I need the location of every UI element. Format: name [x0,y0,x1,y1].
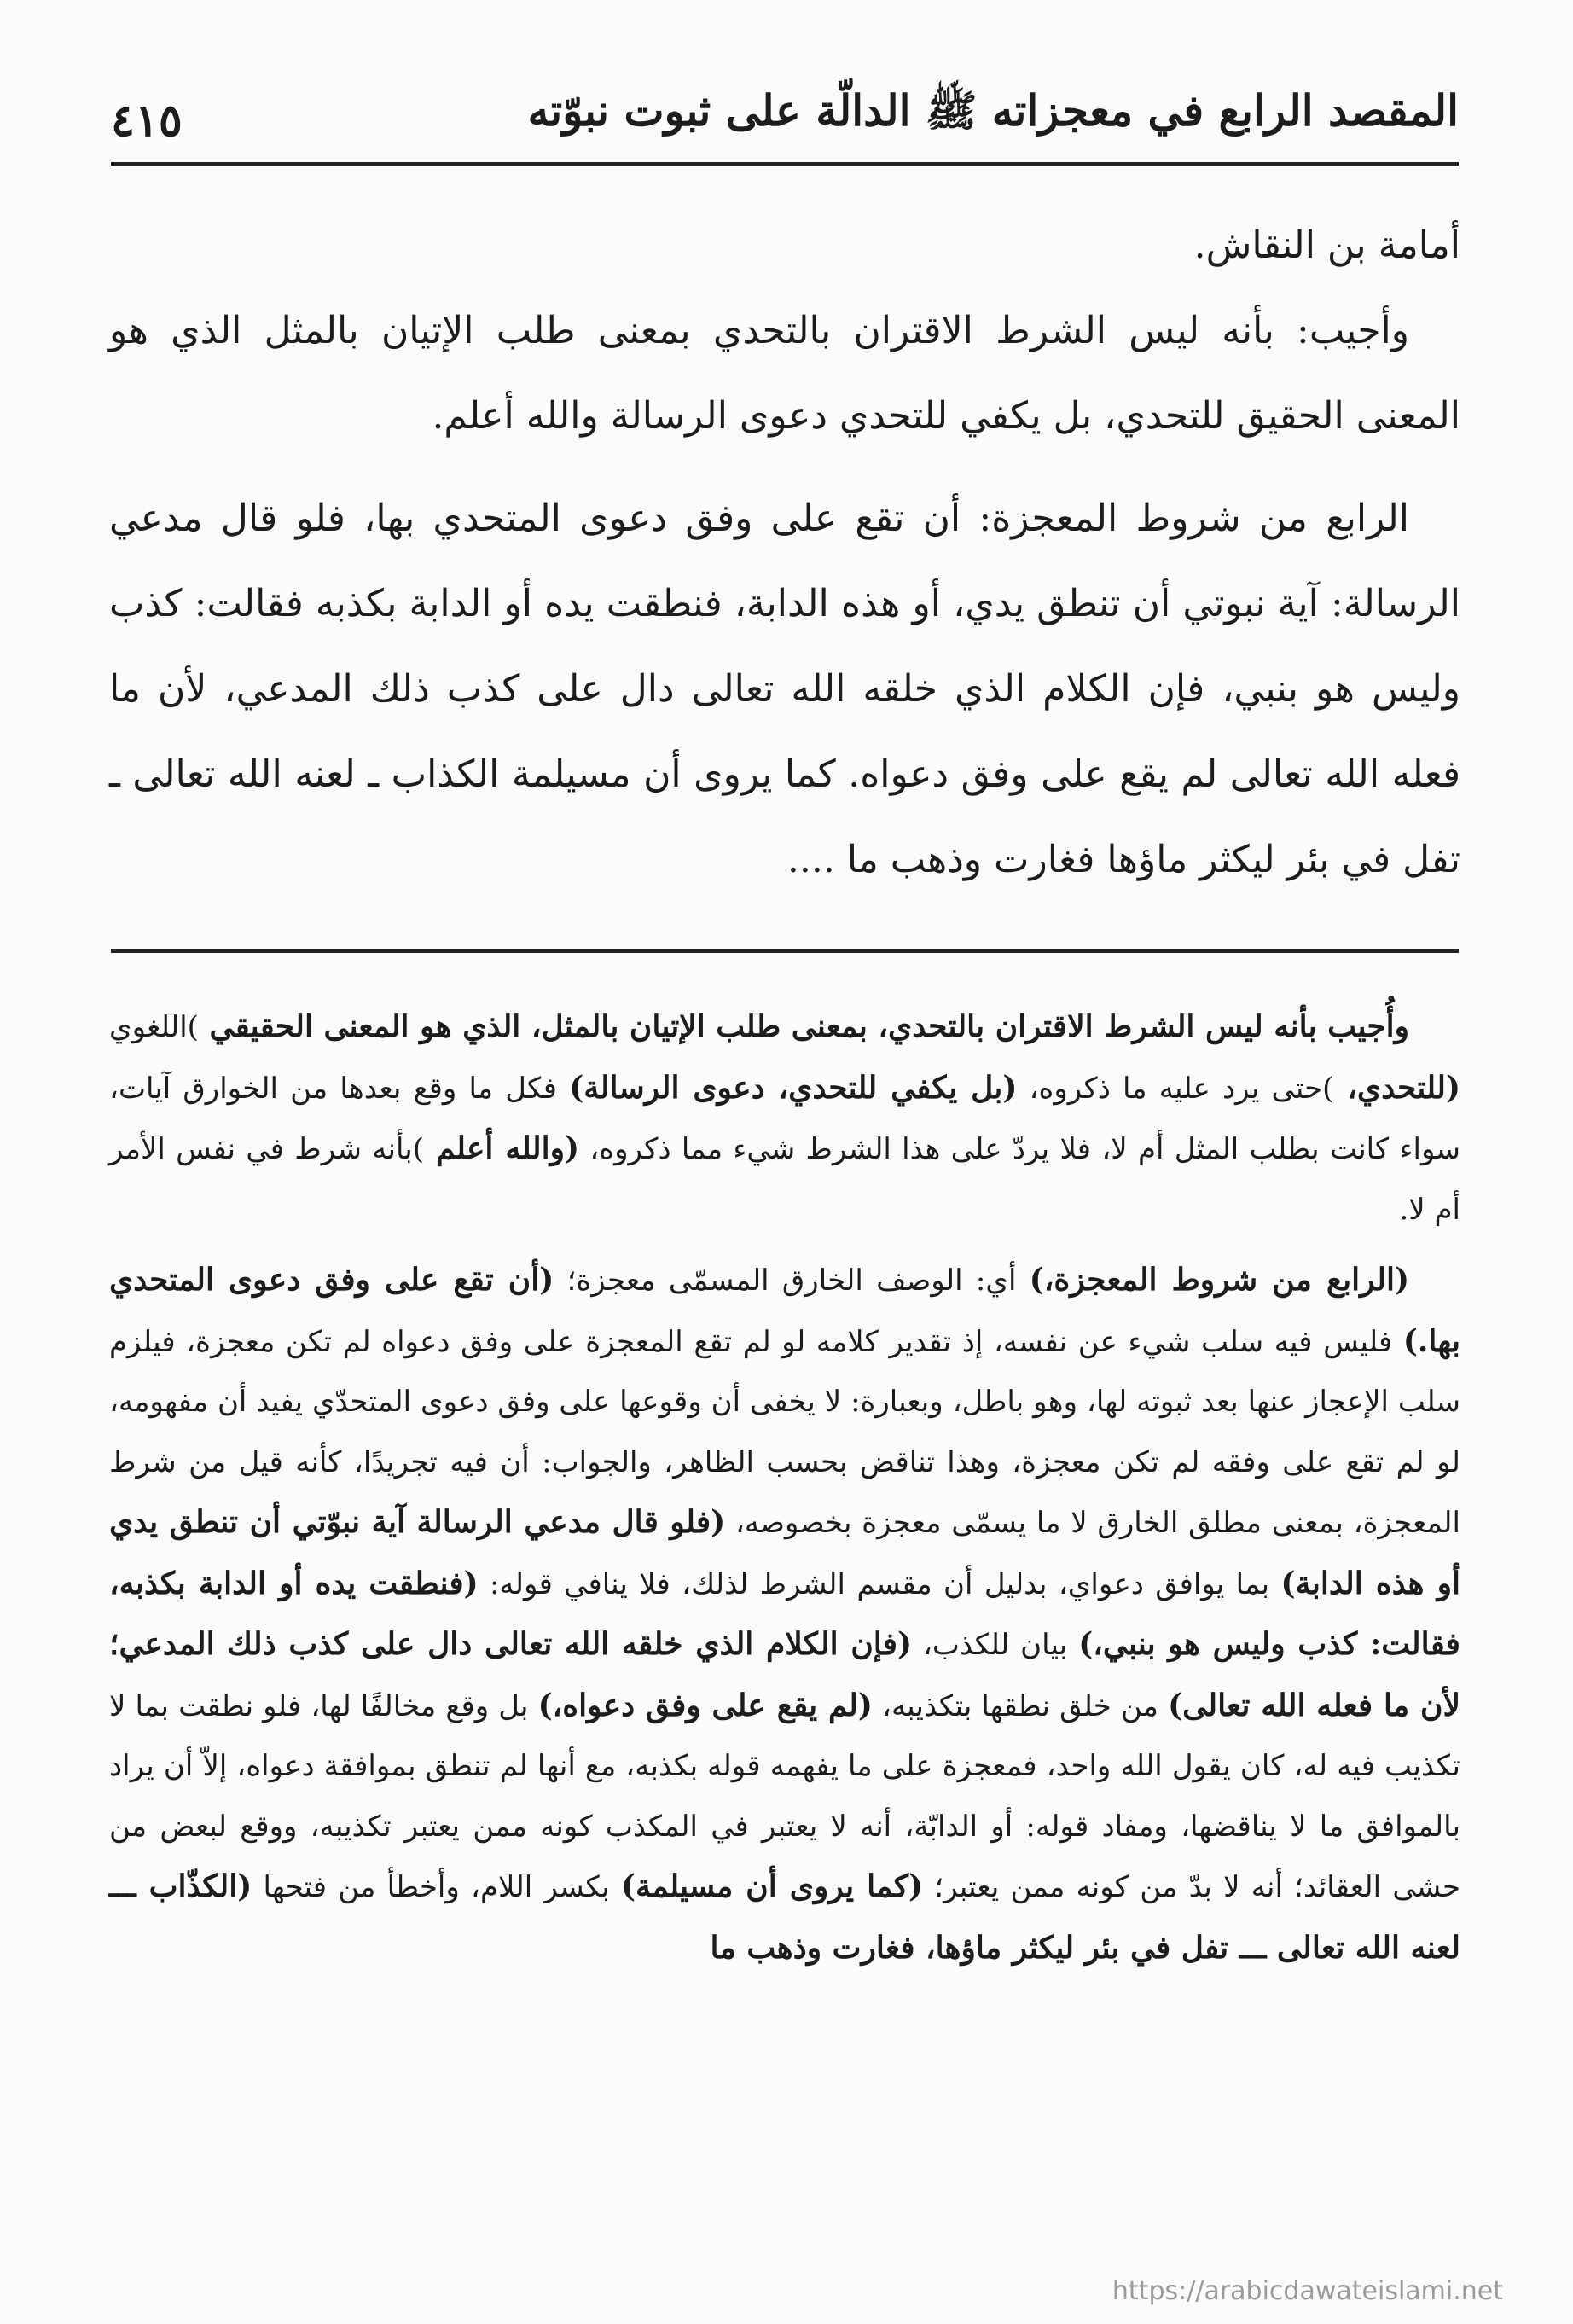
commentary-quoted-text: (للتحدي، [1333,1069,1460,1106]
commentary-quoted-text: (الرابع من شروط المعجزة،) [1029,1262,1409,1298]
main-text-continuation: أمامة بن النقاش. [1193,224,1460,267]
commentary-text [109,996,1460,1978]
commentary-quoted-text: (أن تقع على وفق دعوى المتحدي بها.) [109,1262,1460,1359]
paragraph-gap [109,459,1460,476]
commentary-explanation-text: بكسر اللام، وأخطأ من فتحها [252,1870,621,1904]
commentary-quoted-text: (بل يكفي للتحدي، دعوى الرسالة) [569,1069,1018,1106]
site-watermark: https://arabicdawateislami.net [1112,2276,1503,2306]
commentary-separator-rule [111,949,1459,953]
main-text-fourth-condition-paragraph: الرابع من شروط المعجزة: أن تقع على وفق دعوى المتحدي بها، فلو قال مدعي الرسالة: آية نبوتي أن تنطق يدي، أو هذه الدابة، فنطقت يده أو الدابة بكذبه فقالت: كذب وليس هو بنبي، فإن الكلام الذي خلقه الله تعالى دال على كذب ذلك المدعي، لأن ما فعله الله تعالى لم يقع على وفق دعواه. كما يروى أن مسيلمة الكذاب ـ لعنه الله تعالى ـ تفل في بئر ليكثر ماؤها فغارت وذهب ما .... [109,497,1460,881]
commentary-paragraph-fourth-condition [109,1250,1460,1978]
page-header [111,78,1459,147]
main-text-answer-paragraph: وأجيب: بأنه ليس الشرط الاقتران بالتحدي بمعنى طلب الإتيان بالمثل الذي هو المعنى الحقيق للتحدي، بل يكفي للتحدي دعوى الرسالة والله أعلم. [109,309,1460,438]
commentary-quoted-text: (كما يروى أن مسيلمة) [620,1868,924,1904]
commentary-explanation-text: فليس فيه سلب شيء عن نفسه، إذ تقدير كلامه لو لم تقع المعجزة على وفق دعواه لم تكن معجزة، فيلزم سلب الإعجاز عنها بعد ثبوته لها، وهو باطل، وبعبارة: لا يخفى أن وقوعها على وفق دعوى المتحدّي يفيد أن مفهومه، لو لم تقع على وفقه لم تكن معجزة، وهذا تناقض بحسب الظاهر، والجواب: أن فيه تجريدًا، كأنه قيل من شرط المعجزة، بمعنى مطلق الخارق لا ما يسمّى معجزة بخصوصه، [109,1324,1460,1540]
running-title: المقصد الرابع في معجزاته ﷺ الدالّة على ثبوت نبوّته [527,85,1459,136]
commentary-explanation-text: بل وقع مخالفًا لها، فلو نطقت بما لا تكذيب فيه له، كان يقول الله واحد، فمعجزة على ما يفهمه قوله بكذبه، مع أنها لم تنطق بموافقة دعواه، إلاّ أن يراد بالموافق ما لا يناقضها، ومفاد قوله: أو الدابّة، أنه لا يعتبر في المكذب كونه ممن يعتبر تكذيبه، ووقع لبعض من حشى العقائد؛ أنه لا بدّ من كونه ممن يعتبر؛ [109,1688,1461,1904]
commentary-explanation-text: بما يوافق دعواي، بدليل أن مقسم الشرط لذلك، فلا ينافي قوله: [478,1566,1281,1601]
commentary-quoted-text: (الكذّاب ـــ لعنه الله تعالى ـــ تفل في بئر ليكثر ماؤها، فغارت وذهب ما [109,1868,1460,1966]
commentary-explanation-text: أي: الوصف الخارق المسمّى معجزة؛ [554,1264,1030,1298]
commentary-quoted-text: (لم يقع على وفق دعواه،) [537,1687,873,1723]
commentary-explanation-text: )حتى يرد عليه ما ذكروه، [1017,1071,1334,1106]
commentary-quoted-text: (فإن الكلام الذي خلقه الله تعالى دال على كذب ذلك المدعي؛ لأن ما فعله الله تعالى) [109,1626,1460,1723]
commentary-paragraph-answer [109,996,1460,1240]
commentary-quoted-text: وأُجيب بأنه ليس الشرط الاقتران بالتحدي، بمعنى طلب الإتيان بالمثل، الذي هو المعنى الحقيقي [198,1008,1409,1044]
main-text [109,203,1460,903]
commentary-explanation-text: بيان للكذب، [911,1628,1079,1662]
page-number: ٤١٥ [111,95,183,147]
commentary-explanation-text: )بأنه شرط في نفس الأمر أم لا. [109,1132,1460,1227]
commentary-quoted-text: (والله أعلم [424,1130,580,1166]
commentary-explanation-text: من خلق نطقها بتكذيبه، [872,1688,1169,1723]
header-rule [111,162,1459,166]
commentary-explanation-text: )اللغوي [109,1010,199,1044]
commentary-quoted-text: (فلو قال مدعي الرسالة آية نبوّتي أن تنطق يدي أو هذه الدابة) [109,1504,1461,1601]
commentary-explanation-text: فكل ما وقع بعدها من الخوارق آيات، سواء كانت بطلب المثل أم لا، فلا يردّ على هذا الشرط شيء مما ذكروه، [109,1071,1460,1166]
commentary-quoted-text: (فنطقت يده أو الدابة بكذبه، فقالت: كذب وليس هو بنبي،) [109,1565,1461,1662]
